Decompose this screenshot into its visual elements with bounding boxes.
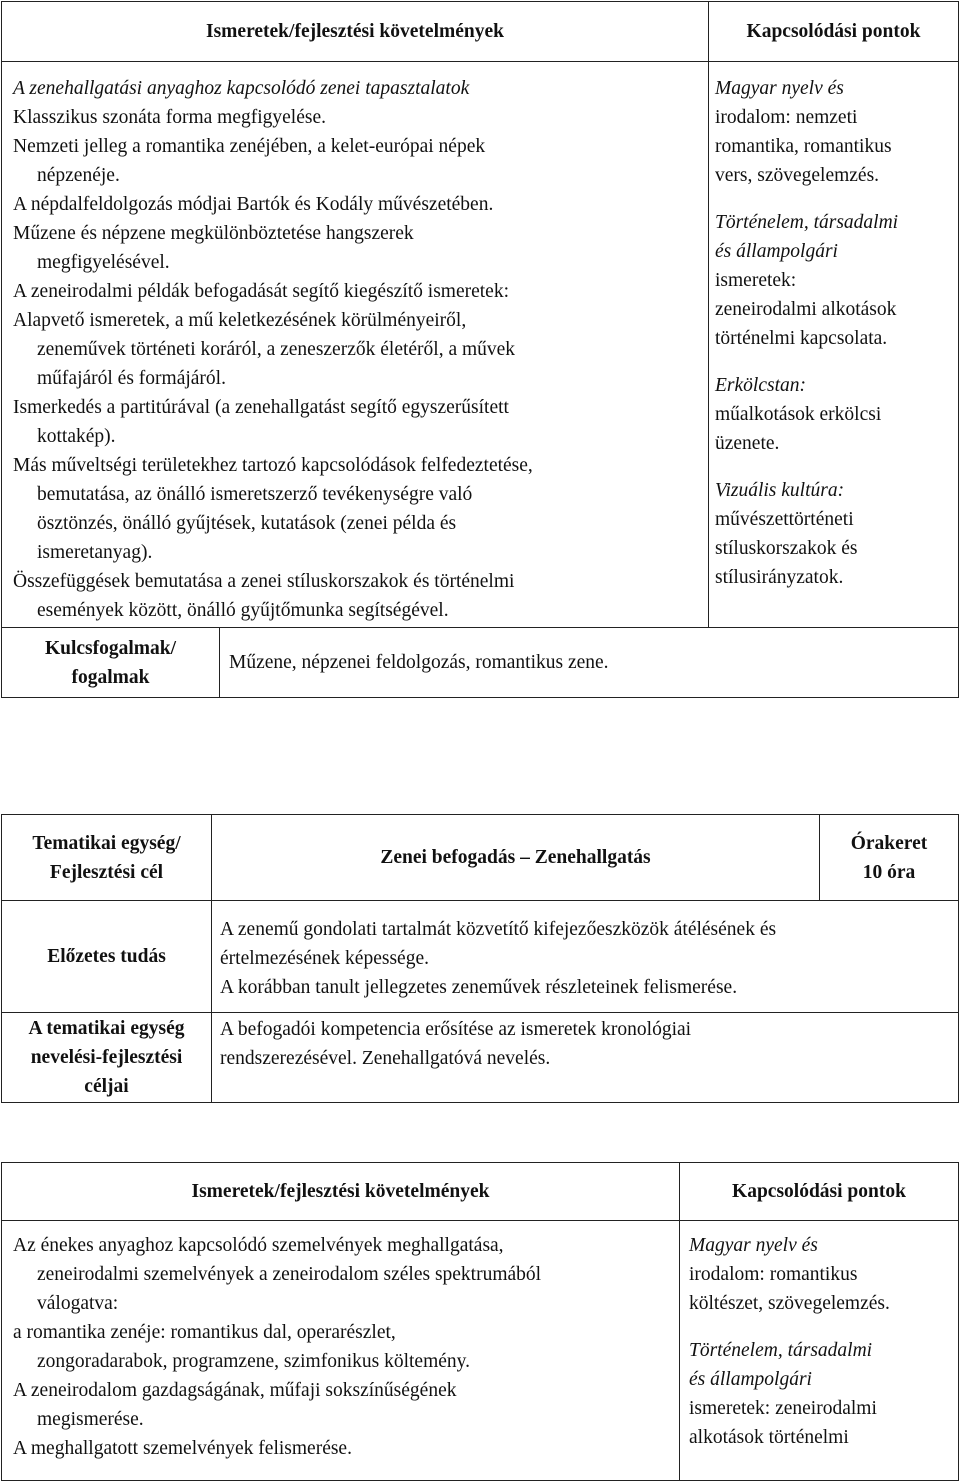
hours-cell — [820, 815, 959, 901]
requirements-header: Ismeretek/fejlesztési követelmények — [2, 2, 709, 62]
requirement-line: A népdalfeldolgozás módjai Bartók és Kodály művészetében. — [13, 194, 494, 215]
group-spacer — [715, 190, 954, 208]
connection-line: és állampolgári — [689, 1369, 812, 1390]
requirement-line: ösztönzés, önálló gyűjtések, kutatások (zenei példa és — [37, 513, 457, 534]
requirement-line: események között, önálló gyűjtőmunka segítségével. — [37, 600, 449, 621]
requirements-list — [13, 74, 698, 625]
connection-line: műalkotások erkölcsi — [715, 404, 882, 425]
requirement-line: ismeretanyag). — [37, 542, 153, 563]
group-spacer — [715, 458, 954, 476]
key-concepts-label: Kulcsfogalmak/ fogalmak — [2, 628, 220, 698]
connection-line: vers, szövegelemzés. — [715, 165, 880, 186]
connection-line: irodalom: nemzeti — [715, 107, 858, 128]
requirement-line: zongoradarabok, programzene, szimfonikus költemény. — [37, 1351, 471, 1372]
key-concepts-value: Műzene, népzenei feldolgozás, romantikus zene. — [220, 628, 959, 698]
connection-line: stílusirányzatok. — [715, 567, 844, 588]
curriculum-table-2 — [1, 1162, 959, 1481]
requirement-line: Alapvető ismeretek, a mű keletkezésének körülményeiről, — [13, 310, 467, 331]
goals-label: A tematikai egység nevelési-fejlesztési céljai — [2, 1013, 212, 1103]
connection-line: és állampolgári — [715, 241, 838, 262]
connections-list — [715, 74, 954, 592]
connections-cell — [709, 62, 959, 628]
connection-line: költészet, szövegelemzés. — [689, 1293, 890, 1314]
connections-list-2 — [689, 1231, 956, 1452]
connection-line: művészettörténeti — [715, 509, 854, 530]
prior-knowledge-line: A korábban tanult jellegzetes zeneművek részleteinek felismerése. — [220, 977, 738, 998]
requirement-line: A zeneirodalom gazdagságának, műfaji sokszínűségének — [13, 1380, 457, 1401]
requirement-line: Klasszikus szonáta forma megfigyelése. — [13, 107, 326, 128]
requirement-line: megfigyelésével. — [37, 252, 170, 273]
connections-header: Kapcsolódási pontok — [709, 2, 959, 62]
requirements-cell-2 — [2, 1221, 680, 1481]
connections-cell-2 — [680, 1221, 959, 1481]
connection-line: ismeretek: — [715, 270, 797, 291]
unit-label: Tematikai egység/ Fejlesztési cél — [2, 815, 212, 901]
connection-line: ismeretek: zeneirodalmi — [689, 1398, 877, 1419]
requirement-line: A zeneirodalmi példák befogadását segítő kiegészítő ismeretek: — [13, 281, 509, 302]
connection-line: Történelem, társadalmi — [715, 212, 899, 233]
thematic-unit-table — [1, 814, 959, 1103]
requirement-line: megismerése. — [37, 1409, 144, 1430]
goals-line: rendszerezésével. Zenehallgatóvá nevelés. — [220, 1048, 551, 1069]
requirement-line: A zenehallgatási anyaghoz kapcsolódó zenei tapasztalatok — [13, 78, 470, 99]
connection-line: irodalom: romantikus — [689, 1264, 858, 1285]
requirement-line: Más műveltségi területekhez tartozó kapcsolódások felfedeztetése, — [13, 455, 533, 476]
requirement-line: A meghallgatott szemelvények felismerése. — [13, 1438, 352, 1459]
requirement-line: Összefüggések bemutatása a zenei stíluskorszakok és történelmi — [13, 571, 515, 592]
prior-knowledge-text — [220, 915, 958, 1002]
requirement-line: bemutatása, az önálló ismeretszerző tevékenységre való — [37, 484, 473, 505]
unit-title: Zenei befogadás – Zenehallgatás — [212, 815, 820, 901]
goals-text — [220, 1015, 958, 1073]
requirement-line: zeneművek történeti koráról, a zeneszerzők életéről, a művek — [37, 339, 516, 360]
connection-line: történelmi kapcsolata. — [715, 328, 888, 349]
curriculum-table-1 — [1, 1, 959, 698]
requirement-line: Nemzeti jelleg a romantika zenéjében, a kelet-európai népek — [13, 136, 486, 157]
connection-line: zeneirodalmi alkotások — [715, 299, 897, 320]
requirements-list-2 — [13, 1231, 675, 1463]
requirement-line: Ismerkedés a partitúrával (a zenehallgatást segítő egyszerűsített — [13, 397, 509, 418]
connections-header-2: Kapcsolódási pontok — [680, 1163, 959, 1221]
connection-line: stíluskorszakok és — [715, 538, 858, 559]
hours-value: 10 óra — [862, 861, 916, 883]
prior-knowledge-line: A zenemű gondolati tartalmát közvetítő kifejezőeszközök átélésének és — [220, 919, 777, 940]
connection-line: Magyar nyelv és — [689, 1235, 818, 1256]
prior-knowledge-cell — [212, 901, 959, 1013]
requirement-line: kottakép). — [37, 426, 116, 447]
requirement-line: népzenéje. — [37, 165, 120, 186]
requirement-line: Az énekes anyaghoz kapcsolódó szemelvények meghallgatása, — [13, 1235, 504, 1256]
connection-line: Magyar nyelv és — [715, 78, 844, 99]
connection-line: Történelem, társadalmi — [689, 1340, 873, 1361]
connection-line: Erkölcstan: — [715, 375, 806, 396]
requirements-header-2: Ismeretek/fejlesztési követelmények — [2, 1163, 680, 1221]
hours-label: Órakeret — [850, 832, 928, 854]
goals-line: A befogadói kompetencia erősítése az ismeretek kronológiai — [220, 1019, 692, 1040]
connection-line: üzenete. — [715, 433, 780, 454]
connection-line: Vizuális kultúra: — [715, 480, 845, 501]
requirement-line: válogatva: — [37, 1293, 119, 1314]
requirement-line: Műzene és népzene megkülönböztetése hangszerek — [13, 223, 414, 244]
requirement-line: műfajáról és formájáról. — [37, 368, 226, 389]
requirement-line: a romantika zenéje: romantikus dal, operarészlet, — [13, 1322, 396, 1343]
requirement-line: zeneirodalmi szemelvények a zeneirodalom széles spektrumából — [37, 1264, 542, 1285]
prior-knowledge-line: értelmezésének képessége. — [220, 948, 429, 969]
group-spacer — [689, 1318, 956, 1336]
goals-cell — [212, 1013, 959, 1103]
prior-knowledge-label: Előzetes tudás — [2, 901, 212, 1013]
requirements-cell — [2, 62, 709, 628]
group-spacer — [715, 353, 954, 371]
connection-line: alkotások történelmi — [689, 1427, 849, 1448]
connection-line: romantika, romantikus — [715, 136, 892, 157]
